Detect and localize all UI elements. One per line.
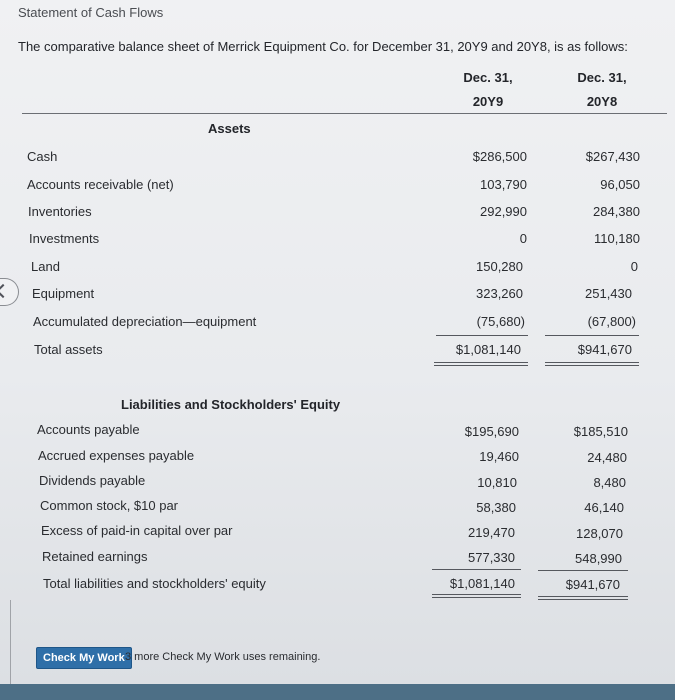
value-cash-20y9: $286,500: [472, 149, 527, 164]
value-excess-paid-in-capital-20y8: 128,070: [576, 526, 623, 541]
value-total-assets-20y9: $1,081,140: [455, 342, 521, 357]
liabilities-subtotal-rule-20y9: [432, 569, 521, 570]
row-label-accounts-payable: Accounts payable: [37, 422, 140, 437]
value-total-assets-20y8: $941,670: [577, 342, 632, 357]
column-header-20y9: [450, 66, 526, 114]
total-assets-double-rule-20y8: [545, 362, 639, 366]
row-label-inventories: Inventories: [28, 204, 92, 219]
value-total-liabilities-equity-20y9: $1,081,140: [449, 576, 515, 591]
row-label-excess-paid-in-capital: Excess of paid-in capital over par: [41, 523, 233, 538]
header-divider: [22, 113, 667, 114]
value-equipment-20y9: 323,260: [476, 286, 523, 301]
side-expand-tab[interactable]: [0, 278, 19, 306]
row-label-cash: Cash: [27, 149, 58, 164]
value-investments-20y9: 0: [519, 231, 527, 246]
column-header-20y9-line1: Dec. 31,: [463, 70, 513, 85]
total-liabilities-double-rule-20y8: [538, 596, 628, 600]
value-accrued-expenses-payable-20y9: 19,460: [479, 449, 519, 464]
row-label-dividends-payable: Dividends payable: [39, 473, 146, 488]
column-header-20y8-line2: 20Y8: [586, 94, 618, 109]
value-equipment-20y8: 251,430: [585, 286, 632, 301]
section-heading: Statement of Cash Flows: [18, 5, 164, 20]
liabilities-section-title: Liabilities and Stockholders' Equity: [121, 397, 341, 412]
value-accumulated-depreciation-20y8: (67,800): [587, 314, 636, 329]
value-accrued-expenses-payable-20y8: 24,480: [587, 450, 627, 465]
total-liabilities-double-rule-20y9: [432, 594, 521, 598]
row-label-equipment: Equipment: [32, 286, 95, 301]
value-inventories-20y9: 292,990: [480, 204, 527, 219]
row-label-retained-earnings: Retained earnings: [42, 549, 148, 564]
column-header-20y8: [564, 66, 640, 114]
check-my-work-button[interactable]: Check My Work: [36, 647, 132, 669]
chevron-left-icon: [0, 284, 10, 298]
row-label-investments: Investments: [29, 231, 100, 246]
bottom-bar: [0, 684, 675, 700]
subtotal-rule-20y9: [436, 335, 528, 336]
problem-intro: The comparative balance sheet of Merrick Equipment Co. for December 31, 20Y9 and 20Y8, is as follows:: [18, 39, 628, 54]
content-left-border: [10, 600, 11, 684]
row-label-total-assets: Total assets: [34, 342, 103, 357]
remaining-attempts-text: 3 more Check My Work uses remaining.: [125, 651, 321, 663]
value-common-stock-20y9: 58,380: [476, 500, 516, 515]
column-header-20y8-line1: Dec. 31,: [577, 70, 627, 85]
value-inventories-20y8: 284,380: [593, 204, 640, 219]
row-label-total-liabilities-equity: Total liabilities and stockholders' equity: [43, 576, 266, 591]
column-header-20y9-line2: 20Y9: [472, 94, 504, 109]
value-accounts-receivable-20y9: 103,790: [480, 177, 527, 192]
value-accounts-payable-20y8: $185,510: [573, 424, 628, 439]
value-cash-20y8: $267,430: [585, 149, 640, 164]
value-common-stock-20y8: 46,140: [584, 500, 624, 515]
row-label-accounts-receivable: Accounts receivable (net): [27, 177, 174, 192]
value-land-20y8: 0: [630, 259, 638, 274]
row-label-common-stock: Common stock, $10 par: [40, 498, 179, 513]
assets-section-title: Assets: [208, 121, 251, 136]
row-label-accumulated-depreciation: Accumulated depreciation—equipment: [33, 314, 257, 329]
value-dividends-payable-20y9: 10,810: [477, 475, 517, 490]
row-label-accrued-expenses-payable: Accrued expenses payable: [38, 448, 195, 463]
value-excess-paid-in-capital-20y9: 219,470: [468, 525, 515, 540]
value-accounts-payable-20y9: $195,690: [464, 424, 519, 439]
total-assets-double-rule-20y9: [434, 362, 528, 366]
value-accounts-receivable-20y8: 96,050: [600, 177, 640, 192]
value-land-20y9: 150,280: [476, 259, 523, 274]
value-retained-earnings-20y8: 548,990: [575, 551, 622, 566]
liabilities-subtotal-rule-20y8: [538, 570, 628, 571]
value-dividends-payable-20y8: 8,480: [593, 475, 626, 490]
value-accumulated-depreciation-20y9: (75,680): [476, 314, 525, 329]
value-total-liabilities-equity-20y8: $941,670: [565, 577, 620, 592]
value-investments-20y8: 110,180: [593, 231, 640, 246]
value-retained-earnings-20y9: 577,330: [468, 550, 515, 565]
row-label-land: Land: [31, 259, 60, 274]
subtotal-rule-20y8: [545, 335, 639, 336]
